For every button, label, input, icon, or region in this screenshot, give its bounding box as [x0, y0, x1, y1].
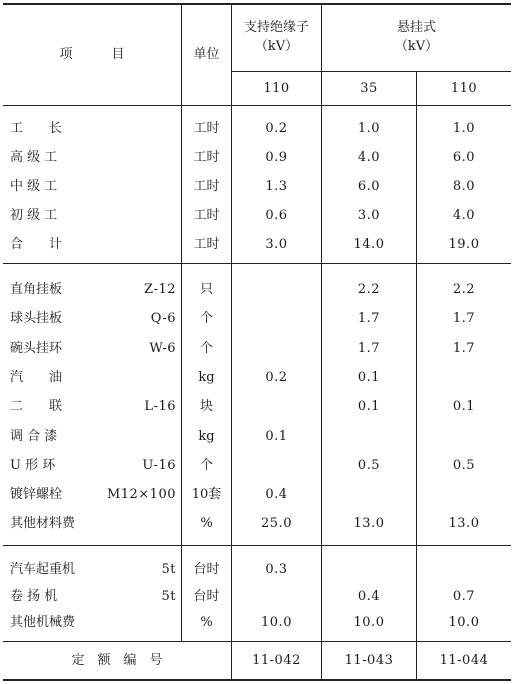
row-name: 调 合 漆 — [10, 429, 58, 444]
row-spec: Q-6 — [150, 311, 176, 326]
row-value-2: 6.0 — [357, 179, 381, 194]
row-value-3: 1.0 — [452, 121, 476, 136]
row-spec: M12×100 — [106, 487, 176, 502]
row-value-1: 3.0 — [265, 237, 288, 252]
row-value-2: 14.0 — [353, 237, 385, 252]
header-unit: 单位 — [193, 47, 220, 62]
header-group2: 悬挂式 — [396, 20, 436, 35]
row-unit: 工时 — [193, 208, 220, 223]
header-rule — [3, 105, 511, 106]
row-name: 卷 扬 机 — [10, 589, 58, 604]
row-value-1: 0.4 — [265, 487, 288, 502]
row-value-3: 4.0 — [452, 208, 476, 223]
top-rule — [3, 3, 511, 5]
row-name: 二 联 — [10, 399, 63, 414]
row-unit: % — [200, 516, 213, 531]
row-unit: 个 — [199, 458, 213, 473]
row-unit: 台时 — [193, 562, 220, 577]
row-value-1: 0.2 — [265, 121, 288, 136]
row-value-3: 0.1 — [452, 399, 476, 414]
header-group2-unit: （kV） — [394, 39, 439, 54]
row-unit: kg — [198, 370, 215, 385]
row-unit: 个 — [199, 311, 213, 326]
row-name: 合 计 — [10, 237, 63, 252]
row-value-2: 1.7 — [357, 311, 381, 326]
bottom-rule — [3, 679, 511, 681]
row-value-2: 0.5 — [357, 458, 381, 473]
row-value-3: 1.7 — [452, 341, 476, 356]
row-name: 高 级 工 — [10, 150, 58, 165]
row-value-2: 0.1 — [357, 399, 381, 414]
footer-code-2: 11-043 — [344, 653, 394, 668]
footer-label: 定 额 编 号 — [71, 653, 163, 668]
row-value-3: 2.2 — [452, 282, 476, 297]
row-value-1: 1.3 — [265, 179, 288, 194]
row-unit: 工时 — [193, 179, 220, 194]
header-group1: 支持绝缘子 — [243, 20, 309, 35]
row-spec: U-16 — [142, 458, 176, 473]
header-sub2: 35 — [360, 81, 378, 96]
row-value-3: 13.0 — [448, 516, 480, 531]
row-spec: Z-12 — [144, 282, 176, 297]
row-spec: 5t — [161, 589, 176, 604]
row-value-1: 0.1 — [265, 429, 288, 444]
machine-section-rule — [3, 641, 511, 642]
row-name: U 形 环 — [10, 458, 56, 473]
row-value-3: 10.0 — [448, 615, 480, 630]
row-name: 其他机械费 — [10, 615, 76, 630]
row-value-3: 8.0 — [452, 179, 476, 194]
row-value-2: 0.1 — [357, 370, 381, 385]
row-unit: 台时 — [193, 589, 220, 604]
row-name: 中 级 工 — [10, 179, 58, 194]
row-value-1: 0.3 — [265, 562, 288, 577]
row-value-1: 10.0 — [261, 615, 292, 630]
row-name: 其他材料费 — [10, 516, 76, 531]
subheader-rule — [231, 71, 511, 72]
row-spec: 5t — [161, 562, 176, 577]
row-value-1: 0.9 — [265, 150, 288, 165]
material-section-rule — [3, 545, 511, 546]
row-unit: 个 — [199, 341, 213, 356]
row-name: 汽车起重机 — [10, 562, 76, 577]
footer-code-1: 11-042 — [252, 653, 301, 668]
row-unit: 10套 — [191, 487, 222, 502]
row-spec: L-16 — [144, 399, 176, 414]
row-value-3: 0.5 — [452, 458, 476, 473]
footer-code-3: 11-044 — [439, 653, 489, 668]
row-value-2: 10.0 — [353, 615, 385, 630]
row-unit: % — [200, 615, 213, 630]
labor-section-rule — [3, 263, 511, 264]
row-value-2: 1.0 — [357, 121, 381, 136]
row-unit: 只 — [199, 282, 213, 297]
row-name: 工 长 — [10, 121, 63, 136]
header-sub1: 110 — [263, 81, 290, 96]
row-name: 碗头挂环 — [10, 341, 63, 356]
row-name: 镀锌螺栓 — [10, 487, 63, 502]
row-value-3: 1.7 — [452, 311, 476, 326]
row-value-2: 0.4 — [357, 589, 381, 604]
row-unit: 工时 — [193, 121, 220, 136]
row-value-1: 0.2 — [265, 370, 288, 385]
row-value-2: 1.7 — [357, 341, 381, 356]
row-name: 汽 油 — [10, 370, 63, 385]
row-name: 球头挂板 — [10, 311, 63, 326]
row-value-3: 19.0 — [448, 237, 480, 252]
row-value-1: 25.0 — [261, 516, 292, 531]
row-value-3: 6.0 — [452, 150, 476, 165]
header-group1-unit: （kV） — [254, 39, 299, 54]
row-name: 初 级 工 — [10, 208, 58, 223]
header-item: 项 目 — [59, 47, 125, 62]
row-value-1: 0.6 — [265, 208, 288, 223]
row-unit: 块 — [199, 399, 213, 414]
row-value-2: 2.2 — [357, 282, 381, 297]
row-value-2: 13.0 — [353, 516, 385, 531]
row-name: 直角挂板 — [10, 282, 63, 297]
row-value-2: 4.0 — [357, 150, 381, 165]
row-value-2: 3.0 — [357, 208, 381, 223]
header-sub3: 110 — [450, 81, 478, 96]
row-spec: W-6 — [149, 341, 176, 356]
row-value-3: 0.7 — [452, 589, 476, 604]
row-unit: 工时 — [193, 237, 220, 252]
row-unit: 工时 — [193, 150, 220, 165]
row-unit: kg — [198, 429, 215, 444]
